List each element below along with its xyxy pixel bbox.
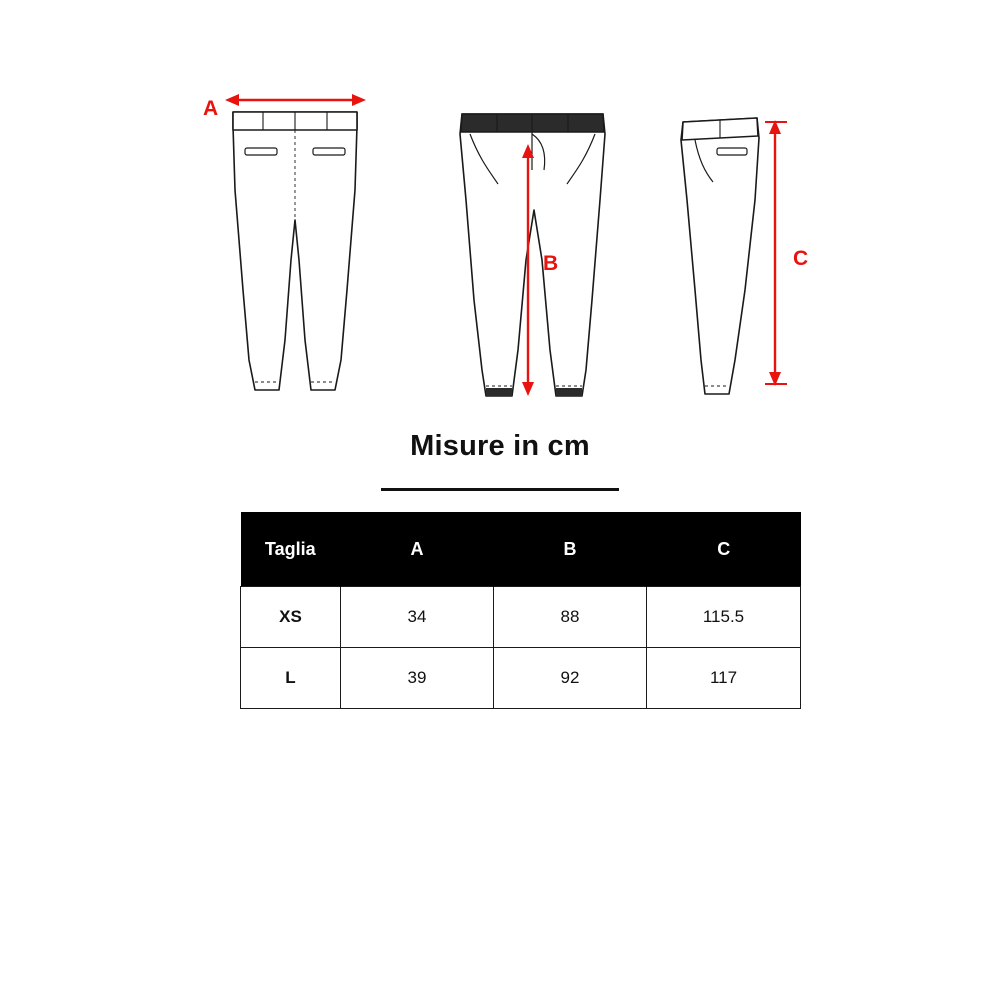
- dimension-label-c: C: [793, 247, 809, 270]
- cell-b: 88: [494, 587, 647, 648]
- cell-b: 92: [494, 648, 647, 709]
- column-header-b: B: [494, 512, 647, 587]
- table-header-row: [241, 512, 801, 587]
- page-title: Misure in cm: [410, 430, 590, 462]
- dimension-arrow-a: [225, 94, 366, 106]
- dimension-arrow-c: [765, 120, 787, 386]
- cell-size: L: [241, 648, 341, 709]
- cell-c: 115.5: [647, 587, 801, 648]
- figure-side-view: [665, 60, 855, 405]
- dimension-label-a: A: [203, 97, 219, 120]
- cell-a: 34: [341, 587, 494, 648]
- figure-front-view: [195, 60, 395, 405]
- column-header-size: Taglia: [241, 512, 341, 587]
- table-row: [241, 587, 801, 648]
- column-header-a: A: [341, 512, 494, 587]
- figure-back-view: [440, 60, 625, 405]
- size-table: [240, 512, 801, 709]
- column-header-c: C: [647, 512, 801, 587]
- table-row: [241, 648, 801, 709]
- cell-size: XS: [241, 587, 341, 648]
- title-divider: [381, 488, 619, 491]
- cell-a: 39: [341, 648, 494, 709]
- dimension-label-b: B: [543, 252, 559, 275]
- size-table-wrapper: [240, 512, 800, 709]
- cell-c: 117: [647, 648, 801, 709]
- technical-drawings: [0, 60, 1000, 430]
- title-block: [0, 430, 1000, 491]
